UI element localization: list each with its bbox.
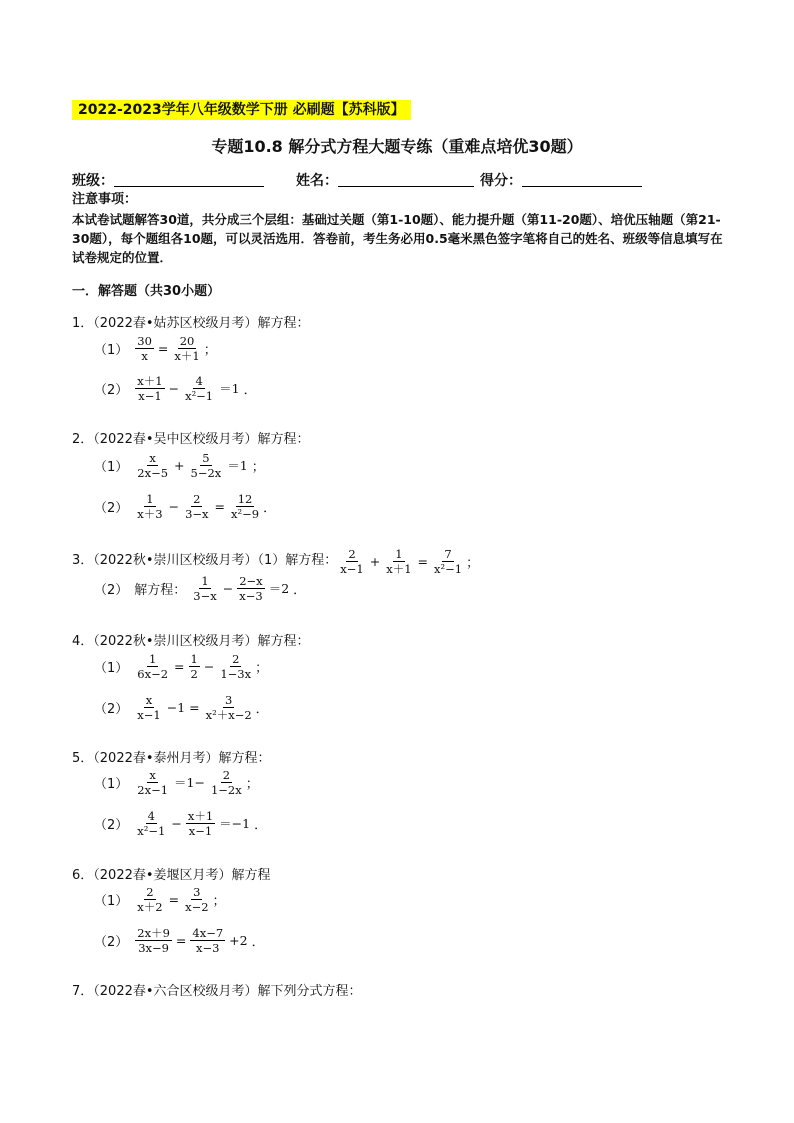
numerator: 2 [146,884,154,899]
end-punctuation: ； [466,555,480,571]
denominator: 5−2x [190,465,222,480]
sub-question [94,803,267,843]
denominator: 2x−1 [137,782,169,797]
operator: = [174,658,185,674]
fraction [172,334,201,363]
question-stem-text: 5．（2022春•泰州月考）解方程： [72,751,271,766]
name-field [296,170,474,190]
fraction [432,547,464,576]
fraction [135,885,164,914]
numerator: 4x−7 [192,925,224,940]
equation [134,926,264,955]
sub-question [94,568,306,608]
numerator: 3 [193,884,201,899]
denominator: x＋3 [137,506,163,521]
operator: = [214,498,226,514]
numerator: 1 [190,651,198,666]
numerator: x＋1 [187,808,214,823]
sub-question-label: （1） [94,342,129,358]
end-punctuation: ． [263,500,277,516]
fraction [183,492,210,521]
sub-question-label: （2） [94,817,129,833]
denominator: x−3 [239,588,263,603]
fraction [135,374,164,403]
numerator: 4 [195,373,203,388]
fraction [209,768,244,797]
equation [134,693,268,722]
operator: ＝1− [174,775,205,790]
fraction [189,451,224,480]
equation [134,451,264,480]
numerator: 30 [137,333,152,348]
denominator: x＋1 [174,348,200,363]
numerator: 2−x [239,573,263,588]
operator: ＝−1 [219,816,251,831]
end-punctuation: ． [255,701,269,717]
equation [134,334,216,363]
denominator: x²＋x−2 [205,707,252,722]
sub-question-label: （1） [94,776,129,792]
denominator: 3x−9 [138,940,169,955]
sub-question [94,328,217,368]
end-punctuation: ； [251,459,265,475]
fraction [338,547,365,576]
numerator: 2 [193,491,201,506]
fraction [135,652,170,681]
fraction [135,492,164,521]
sub-question-prefix: 解方程： [134,582,187,598]
equation [134,885,225,914]
end-punctuation: ． [293,582,307,598]
numerator: x [149,767,156,782]
fraction [135,809,167,838]
question-stem-text: 6．（2022春•姜堰区月考）解方程 [72,868,271,883]
end-punctuation: ； [255,660,269,676]
end-punctuation: ． [254,817,268,833]
equation [134,768,258,797]
numerator: 2 [222,767,231,782]
equation [134,809,267,838]
denominator: 2x−5 [137,465,169,480]
class-label: 班级： [72,173,114,189]
fraction [135,334,154,363]
numerator: x [145,692,153,707]
notes-body: 本试卷试题解答30道，共分成三个层组：基础过关题（第1-10题）、能力提升题（第11-20题）、培优压轴题（第21-30题），每个题组各10题，可以灵活选用．答卷前，考生务必用0.5毫米黑色签字笔将自己的姓名、班级等信息填写在试卷规定的位置． [72,212,723,265]
sub-question-label: （2） [94,382,129,398]
denominator: x²−1 [434,561,463,576]
equation [134,652,268,681]
operator: − [168,380,180,396]
question-stem [72,982,362,1002]
numerator: 3 [224,692,233,707]
sub-question [94,687,269,727]
numerator: x＋1 [137,373,163,388]
score-label: 得分： [480,173,522,189]
denominator: 1−3x [220,666,252,681]
operator: = [157,340,169,356]
denominator: x−1 [188,823,213,838]
name-blank[interactable] [338,172,474,187]
fraction [384,547,413,576]
sub-question [94,920,265,960]
fraction [218,652,253,681]
question-stem-text: 7．（2022春•六合区校级月考）解下列分式方程： [72,984,362,999]
end-punctuation: ； [203,342,217,358]
numerator: 1 [395,546,403,561]
fraction [186,809,215,838]
fraction [229,492,261,521]
sub-question-label: （2） [94,701,129,717]
end-punctuation: ． [251,934,265,950]
fraction [204,693,254,722]
operator: +2 [229,932,248,948]
numerator: 5 [202,450,210,465]
fraction [237,574,264,603]
sub-question-label: （2） [94,582,129,598]
fraction [190,926,225,955]
equation [134,492,276,521]
operator: + [369,553,381,569]
sub-question-label: （2） [94,500,129,516]
class-field [72,170,264,190]
denominator: 3−x [193,588,217,603]
operator: ＝1 [219,381,240,396]
fraction [183,374,215,403]
numerator: 4 [147,808,155,823]
denominator: 1−2x [210,782,242,797]
inline-equation [337,547,479,576]
operator: = [417,553,429,569]
fraction [189,652,200,681]
numerator: 2x＋9 [137,925,170,940]
sub-question-label: （2） [94,934,129,950]
series-banner: 2022-2023学年八年级数学下册 必刷题【苏科版】 [72,100,411,120]
sub-question [94,646,268,686]
notes-heading: 注意事项： [72,192,138,207]
score-blank[interactable] [522,172,642,187]
numerator: x [149,450,156,465]
sub-question [94,445,265,485]
page-title: 专题10.8 解分式方程大题专练（重难点培优30题） [211,137,583,156]
question-stem-text: 4．（2022秋•崇川区校级月考）解方程： [72,634,310,649]
denominator: 2 [190,666,198,681]
numerator: 12 [237,491,253,506]
denominator: x−2 [185,899,209,914]
numerator: 2 [348,546,356,561]
end-punctuation: ； [245,776,259,792]
sub-question-label: （1） [94,893,129,909]
sub-question-label: （1） [94,459,129,475]
sub-question [94,879,226,919]
operator: − [168,498,180,514]
question-stem-text: 2．（2022春•吴中区校级月考）解方程： [72,432,310,447]
fraction [183,885,210,914]
class-blank[interactable] [114,172,264,187]
fraction [135,768,170,797]
operator: − [171,815,182,831]
operator: − [222,580,234,596]
sub-question [94,762,259,802]
section-title: 一．解答题（共30小题） [72,284,221,299]
operator: −1 = [166,699,200,715]
denominator: x²−1 [137,823,166,838]
sub-question [94,368,257,408]
numerator: 7 [444,546,452,561]
denominator: x²−1 [185,388,214,403]
denominator: x＋1 [386,561,412,576]
numerator: 1 [146,491,154,506]
denominator: x＋2 [137,899,163,914]
operator: ＝1 [227,458,248,473]
end-punctuation: ； [212,893,226,909]
sub-question-label: （1） [94,660,129,676]
name-label: 姓名： [296,173,338,189]
numerator: 1 [149,651,157,666]
fraction [191,574,218,603]
question-stem-text: 3．（2022秋•崇川区校级月考）（1）解方程： [72,553,338,568]
denominator: 3−x [185,506,209,521]
denominator: x−1 [138,388,162,403]
fraction [135,451,170,480]
denominator: x−1 [137,707,161,722]
numerator: 2 [232,651,240,666]
denominator: x²−9 [231,506,260,521]
sub-question [94,486,276,526]
score-field [480,170,642,190]
operator: + [174,457,185,473]
equation [134,374,256,403]
denominator: x−1 [340,561,364,576]
operator: − [203,658,215,674]
numerator: 20 [179,333,195,348]
operator: ＝2 [268,581,290,596]
operator: = [175,932,187,948]
fraction [135,693,162,722]
numerator: 1 [201,573,209,588]
question-stem-text: 1．（2022春•姑苏区校级月考）解方程： [72,316,310,331]
fraction [135,926,172,955]
end-punctuation: ． [243,382,257,398]
denominator: 6x−2 [137,666,169,681]
operator: = [168,891,180,907]
equation [190,574,306,603]
denominator: x−3 [196,940,220,955]
denominator: x [141,348,148,363]
